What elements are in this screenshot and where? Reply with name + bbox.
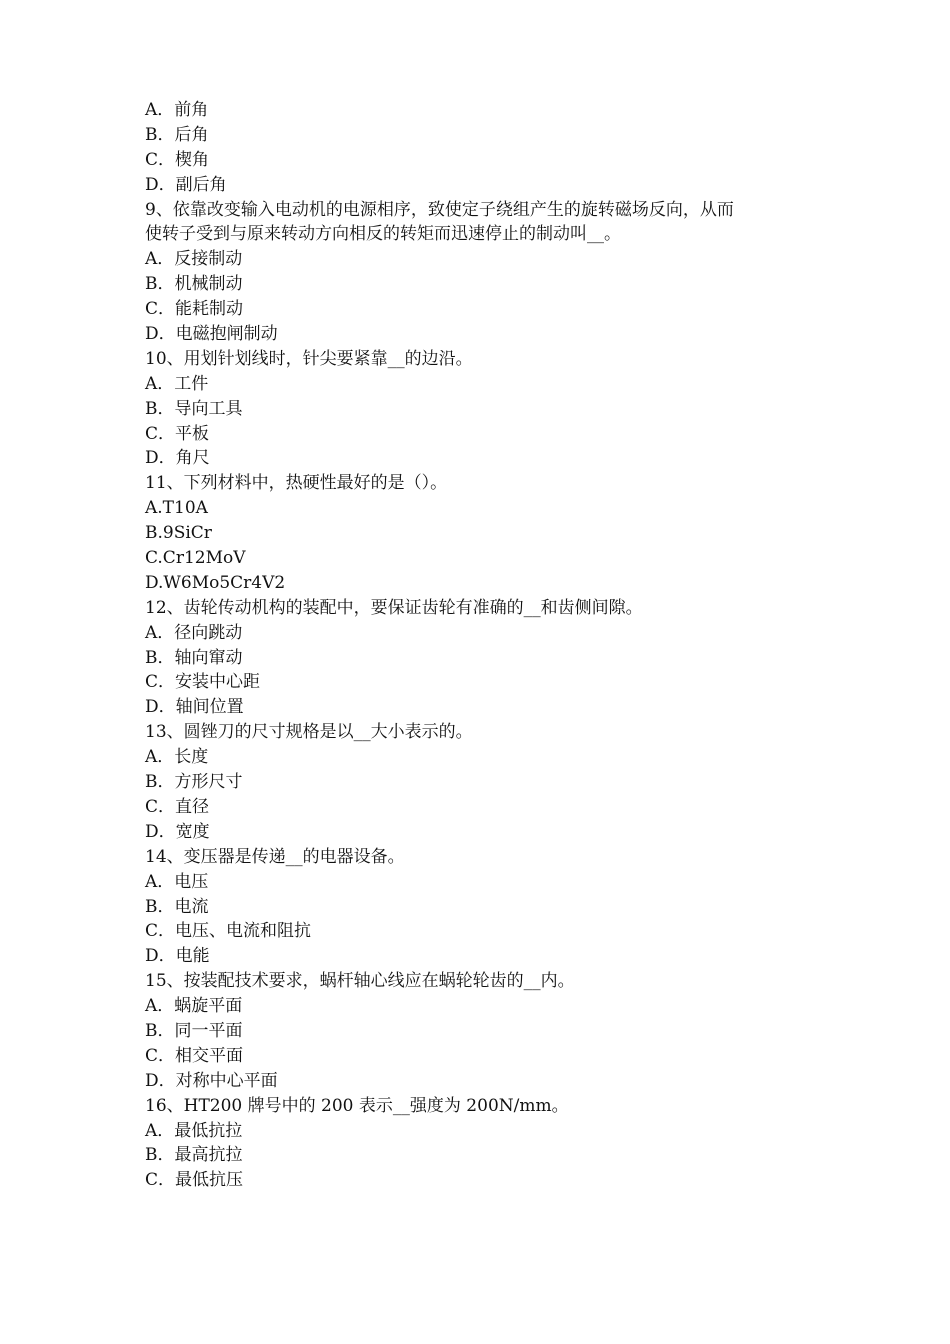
- option-line: C.Cr12MoV: [145, 548, 246, 569]
- option-line: C．相交平面: [145, 1045, 244, 1066]
- option-line: D．电能: [145, 946, 210, 967]
- option-line: D．轴间位置: [145, 697, 244, 718]
- option-line: C．直径: [145, 796, 210, 817]
- question-text: 13、圆锉刀的尺寸规格是以__大小表示的。: [145, 722, 473, 743]
- option-line: C．平板: [145, 423, 210, 444]
- option-line: B．导向工具: [145, 398, 243, 419]
- option-line: B．轴向窜动: [145, 647, 243, 668]
- document-body: [145, 98, 815, 1193]
- question-text: 9、依靠改变输入电动机的电源相序，致使定子绕组产生的旋转磁场反向，从而: [145, 199, 734, 220]
- option-line: A．前角: [145, 100, 209, 120]
- option-line: C．能耗制动: [145, 299, 244, 320]
- question-text: 15、按装配技术要求，蜗杆轴心线应在蜗轮轮齿的__内。: [145, 971, 575, 992]
- option-line: B．最高抗拉: [145, 1145, 243, 1166]
- option-line: D．对称中心平面: [145, 1070, 278, 1091]
- option-line: A.T10A: [145, 498, 208, 519]
- option-line: B．机械制动: [145, 274, 243, 295]
- option-line: D．电磁抱闸制动: [145, 324, 278, 345]
- question-text: 14、变压器是传递__的电器设备。: [145, 846, 405, 867]
- option-line: B．同一平面: [145, 1020, 243, 1041]
- option-line: C．电压、电流和阻抗: [145, 921, 312, 942]
- option-line: A．最低抗拉: [145, 1120, 243, 1141]
- option-line: A．反接制动: [145, 249, 243, 270]
- question-text: 16、HT200 牌号中的 200 表示__强度为 200N/mm。: [145, 1095, 569, 1116]
- option-line: A．蜗旋平面: [145, 996, 243, 1017]
- option-line: A．工件: [145, 373, 209, 394]
- option-line: D.W6Mo5Cr4V2: [145, 572, 286, 593]
- option-line: A．长度: [145, 747, 209, 768]
- option-line: D．宽度: [145, 821, 210, 842]
- option-line: C．楔角: [145, 149, 210, 170]
- option-line: B．电流: [145, 896, 209, 917]
- option-line: D．角尺: [145, 448, 210, 469]
- option-line: B．方形尺寸: [145, 772, 243, 793]
- option-line: B.9SiCr: [145, 523, 212, 544]
- question-text-continuation: 使转子受到与原来转动方向相反的转矩而迅速停止的制动叫__。: [145, 224, 621, 245]
- option-line: B．后角: [145, 124, 209, 145]
- question-text: 10、用划针划线时，针尖要紧靠__的边沿。: [145, 348, 473, 369]
- option-line: C．安装中心距: [145, 672, 261, 693]
- option-line: A．径向跳动: [145, 622, 243, 643]
- option-line: D．副后角: [145, 174, 227, 195]
- option-line: A．电压: [145, 871, 209, 892]
- option-line: C．最低抗压: [145, 1170, 244, 1191]
- question-text: 11、下列材料中，热硬性最好的是（）。: [145, 473, 448, 494]
- question-text: 12、齿轮传动机构的装配中，要保证齿轮有准确的__和齿侧间隙。: [145, 597, 643, 618]
